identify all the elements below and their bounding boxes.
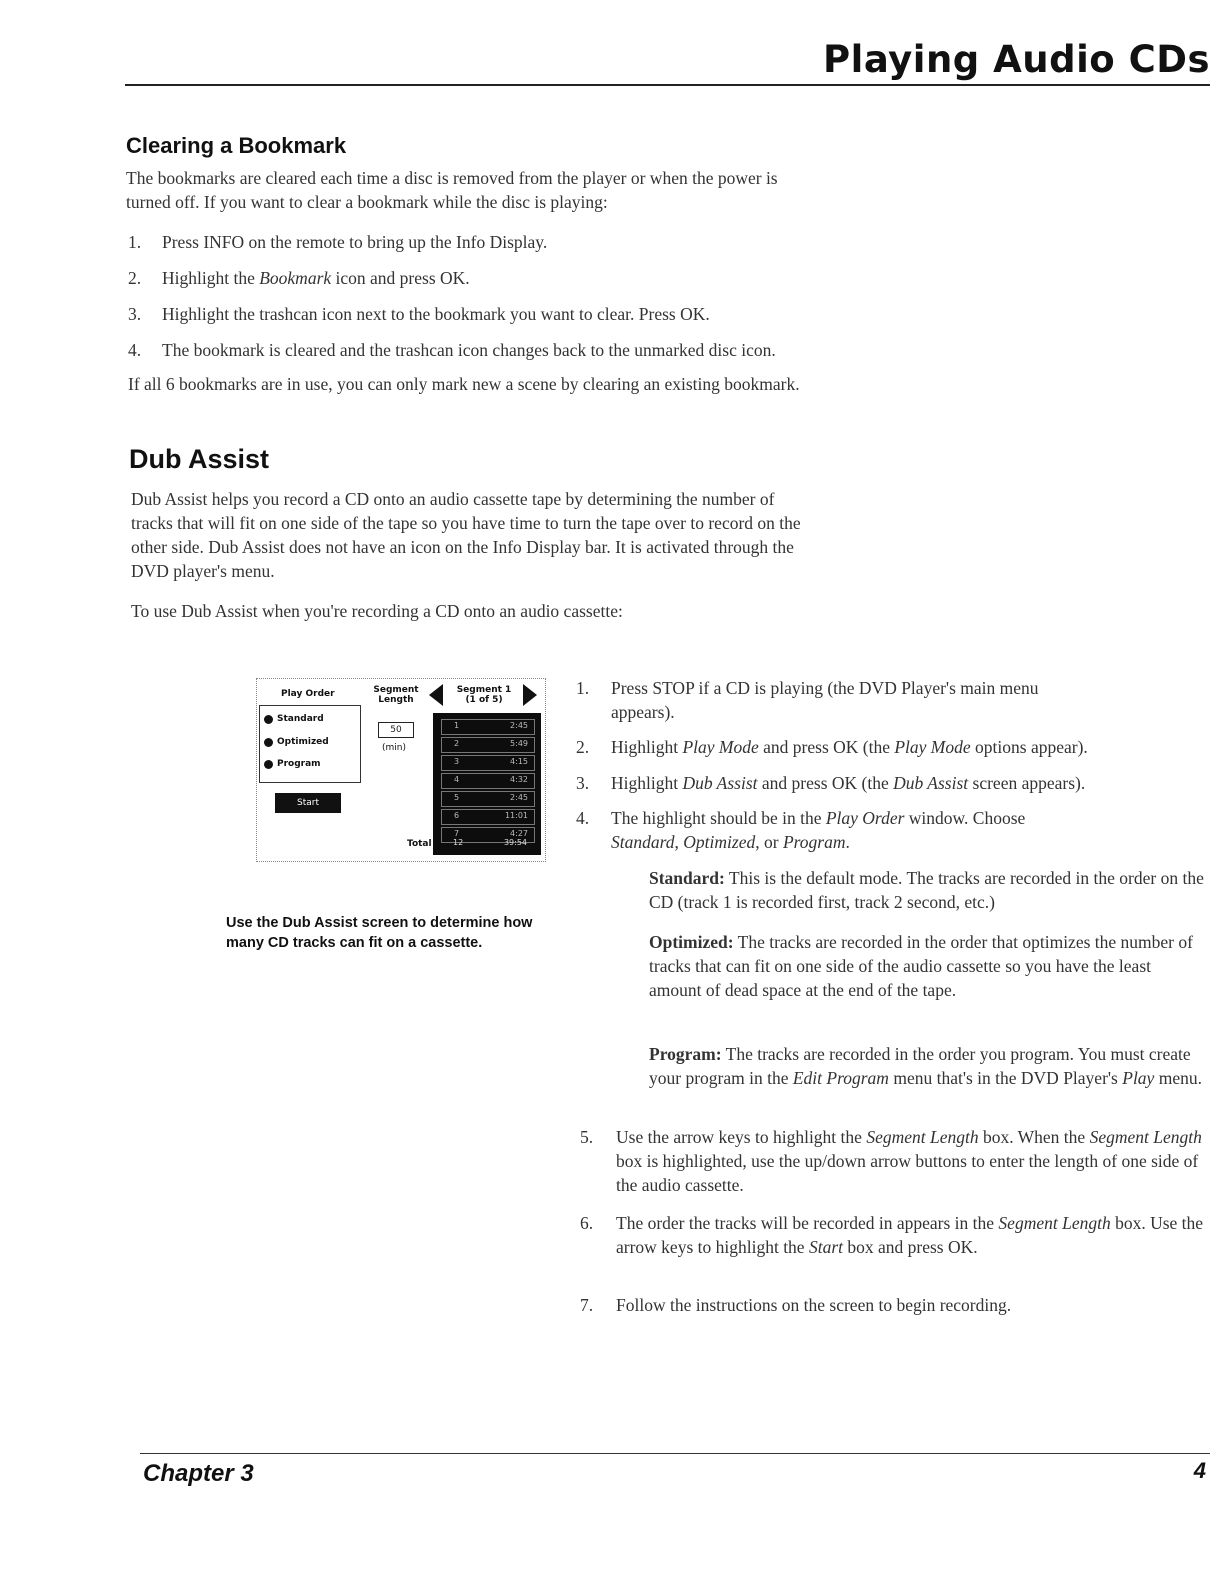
play-order-label: Play Order [281,689,335,699]
section-title-clearing-bookmark: Clearing a Bookmark [126,133,347,158]
step-text: The highlight should be in the Play Order window. Choose Standard, Optimized, or Program. [611,808,1026,852]
step-text: Use the arrow keys to highlight the Segment Length box. When the Segment Length box is highlighted, use the up/down arrow buttons to enter the length of one side of the audio cassette. [616,1127,1202,1195]
segment-header: Segment 1 (1 of 5) [456,685,512,705]
step-text: The bookmark is cleared and the trashcan icon changes back to the unmarked disc icon. [162,340,776,360]
step-number: 2. [128,268,142,288]
intro-line: DVD player's menu. [131,561,275,581]
step-text: Highlight Dub Assist and press OK (the Dub Assist screen appears). [611,773,1086,793]
total-row: 12 39:54 [453,838,527,847]
section1-intro [126,166,1026,214]
chapter-label: Chapter 3 [143,1460,254,1487]
step-number: 7. [580,1295,594,1315]
table-row[interactable]: 6 11:01 [441,809,535,825]
list-item [128,302,1048,338]
list-item [128,338,1048,374]
step-number: 2. [576,737,590,757]
dub-step-5 [580,1125,1205,1197]
intro-line: tracks that will fit on one side of the tape so you have time to turn the tape over to record on the [131,513,801,533]
step-text: Press STOP if a CD is playing (the DVD Player's main menu appears). [611,678,1039,722]
step-text: The order the tracks will be recorded in appears in the Segment Length box. Use the arrow keys to highlight the Start box and press OK. [616,1213,1204,1257]
step-text: Highlight Play Mode and press OK (the Play Mode options appear). [611,737,1088,757]
header-rule [125,84,1210,86]
list-item [128,230,1048,266]
step-number: 1. [128,232,142,252]
intro-line: Dub Assist helps you record a CD onto an audio cassette tape by determining the number of [131,489,775,509]
step-number: 3. [576,773,590,793]
section-title-dub-assist: Dub Assist [129,444,270,474]
table-row[interactable]: 3 4:15 [441,755,535,771]
dub-step-7 [580,1293,1205,1317]
option-standard[interactable]: Standard [264,714,324,724]
dub-step-3 [576,771,1201,795]
dub-assist-intro [131,487,1031,583]
radio-icon [264,760,273,769]
radio-icon [264,738,273,747]
segment-unit: (min) [382,743,406,753]
track-list [433,713,541,855]
step-number: 1. [576,678,590,698]
table-row[interactable]: 1 2:45 [441,719,535,735]
dub-step-6 [580,1211,1205,1259]
mode-program: Program: The tracks are recorded in the order you program. You must create your program in the Edit Program menu that's in the DVD Player's Play menu. [649,1044,1202,1088]
intro-line: The bookmarks are cleared each time a disc is removed from the player or when the power is [126,168,778,188]
step-number: 6. [580,1213,594,1233]
dub-assist-screen [256,678,546,862]
dub-step-2 [576,735,1201,759]
dub-step-1 [576,676,1201,724]
option-optimized[interactable]: Optimized [264,737,329,747]
page-header-title: Playing Audio CDs [823,38,1210,81]
segment-prev-arrow-icon[interactable] [429,684,443,706]
mode-optimized: Optimized: The tracks are recorded in the order that optimizes the number of tracks that can fit on one side of the audio cassette so you have the least amount of dead space at the end of the tape. [649,932,1193,1000]
step-number: 4. [576,808,590,828]
step-number: 4. [128,340,142,360]
table-row[interactable]: 4 4:32 [441,773,535,789]
bookmark-note: If all 6 bookmarks are in use, you can only mark new a scene by clearing an existing bookmark. [128,374,800,394]
bookmark-steps [128,230,1048,374]
page-number: 4 [1193,1458,1206,1483]
list-item [128,266,1048,302]
dub-step-4 [576,806,1201,854]
start-button[interactable]: Start [275,793,341,813]
intro-line: turned off. If you want to clear a bookmark while the disc is playing: [126,192,608,212]
segment-length-input[interactable]: 50 [378,722,414,738]
segment-next-arrow-icon[interactable] [523,684,537,706]
segment-length-label: Segment Length [373,685,419,705]
step-text: Follow the instructions on the screen to begin recording. [616,1295,1012,1315]
table-row[interactable]: 5 2:45 [441,791,535,807]
footer-rule [140,1453,1210,1454]
radio-icon [264,715,273,724]
step-number: 5. [580,1127,594,1147]
play-order-panel [259,705,361,783]
dub-assist-lead: To use Dub Assist when you're recording a CD onto an audio cassette: [131,601,623,621]
step-text: Press INFO on the remote to bring up the Info Display. [162,232,548,252]
table-row[interactable]: 7 4:27 [441,827,535,843]
mode-standard: Standard: This is the default mode. The tracks are recorded in the order on the CD (track 1 is recorded first, track 2 second, etc.) [649,868,1204,912]
intro-line: other side. Dub Assist does not have an icon on the Info Display bar. It is activated through the [131,537,794,557]
option-program[interactable]: Program [264,759,321,769]
step-text: Highlight the trashcan icon next to the bookmark you want to clear. Press OK. [162,304,710,324]
total-label: Total [407,839,432,849]
table-row[interactable]: 2 5:49 [441,737,535,753]
figure-caption: Use the Dub Assist screen to determine how many CD tracks can fit on a cassette. [226,915,533,951]
step-text: Highlight the Bookmark icon and press OK. [162,268,470,288]
step-number: 3. [128,304,142,324]
